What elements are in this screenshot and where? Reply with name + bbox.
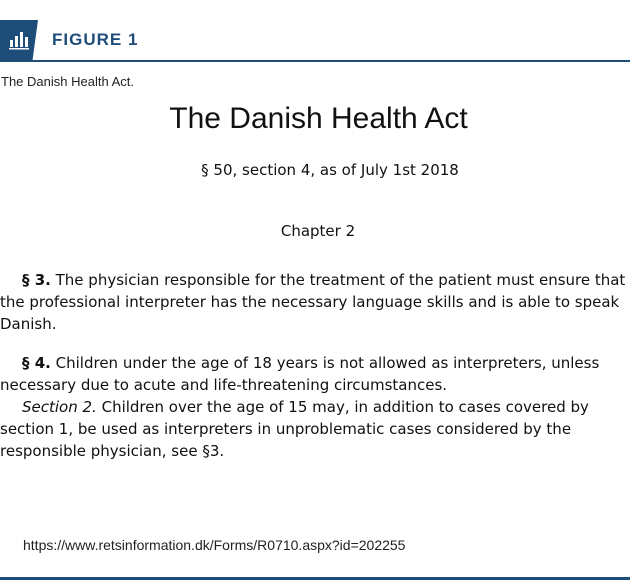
section-3-paragraph <box>0 269 630 335</box>
header-divider <box>0 60 630 62</box>
section-4-paragraph <box>0 352 630 462</box>
figure-caption: The Danish Health Act. <box>1 74 134 89</box>
figure-badge <box>0 20 38 62</box>
footer-divider <box>0 577 630 580</box>
document-subtitle: § 50, section 4, as of July 1st 2018 <box>201 161 459 179</box>
section-4-number: § 4. <box>22 354 51 372</box>
chapter-heading: Chapter 2 <box>280 222 356 240</box>
section-4-text: Children under the age of 18 years is not allowed as interpreters, unless necessary due to acute and life-threatening circumstances. <box>0 354 600 394</box>
figure-label: FIGURE 1 <box>52 30 139 49</box>
section-3-text: The physician responsible for the treatment of the patient must ensure that the professional interpreter has the necessary language skills and is able to speak Danish. <box>0 271 626 333</box>
figure-header <box>0 0 630 62</box>
subsection-2-label: Section 2. <box>22 398 97 416</box>
source-url[interactable]: https://www.retsinformation.dk/Forms/R0710.aspx?id=202255 <box>23 537 406 553</box>
section-3-number: § 3. <box>22 271 51 289</box>
document-title: The Danish Health Act <box>169 102 468 135</box>
subsection-2-text: Children over the age of 15 may, in addition to cases covered by section 1, be used as interpreters in unproblematic cases considered by the responsible physician, see §3. <box>0 398 589 460</box>
